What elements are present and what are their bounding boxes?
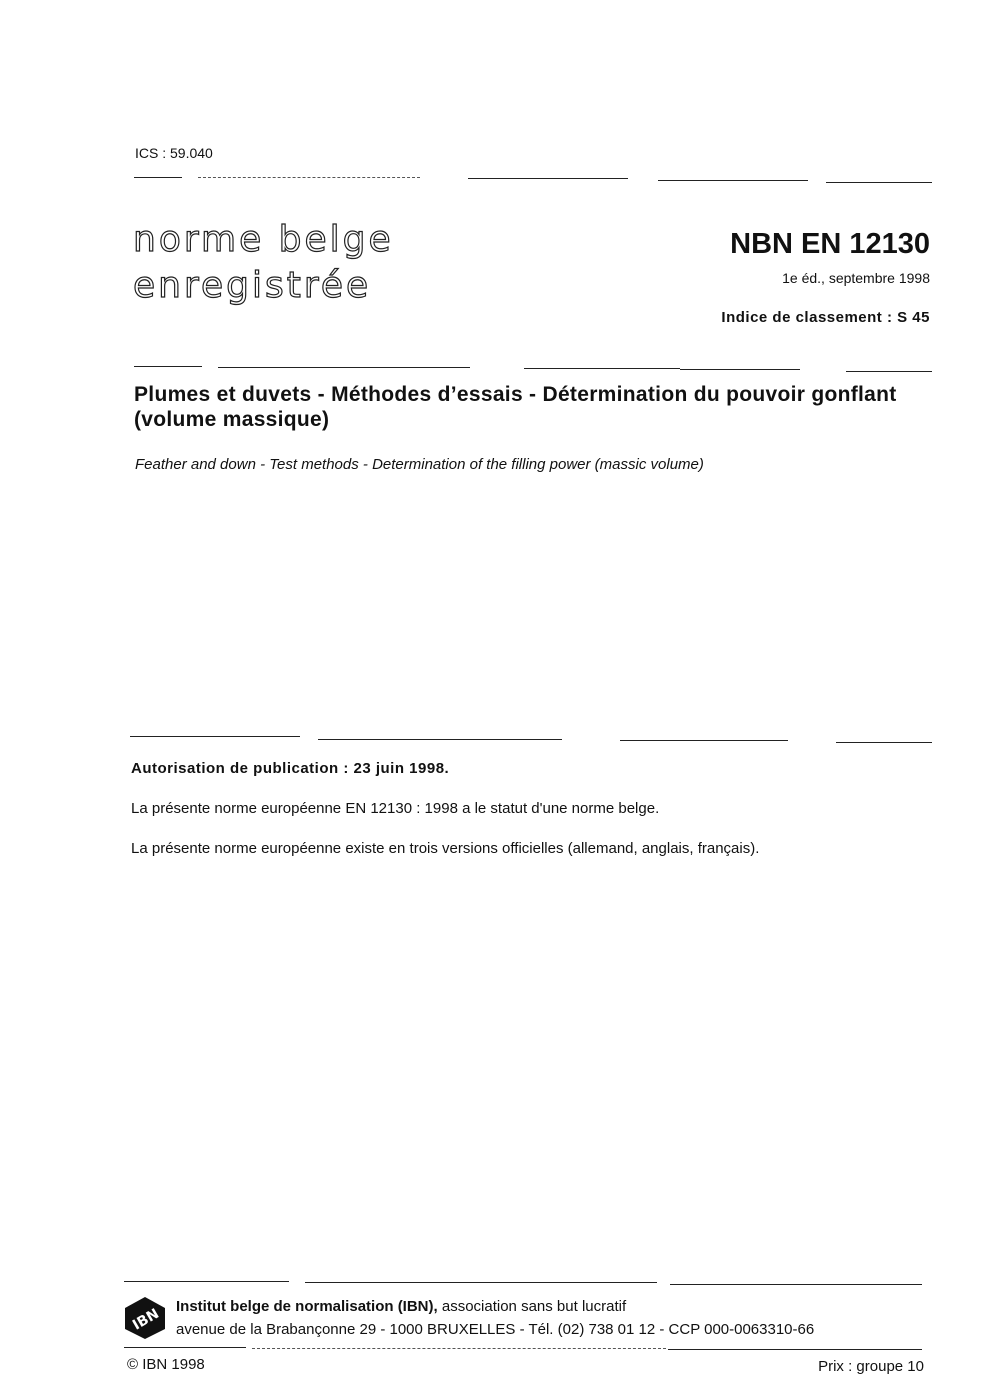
classification-index: Indice de classement : S 45: [721, 309, 930, 326]
footer-divider: [305, 1282, 657, 1283]
price-group: Prix : groupe 10: [818, 1358, 924, 1375]
section-divider: [130, 736, 300, 737]
section-divider: [218, 367, 470, 368]
header-divider: [134, 177, 182, 178]
footer-divider: [124, 1281, 289, 1282]
institute-address: avenue de la Brabançonne 29 - 1000 BRUXELLES - Tél. (02) 738 01 12 - CCP 000-0063310-66: [176, 1321, 815, 1338]
title-english: Feather and down - Test methods - Determination of the filling power (massic volume): [135, 456, 704, 473]
belgian-status-statement: La présente norme européenne EN 12130 : 1998 a le statut d'une norme belge.: [131, 800, 660, 817]
institute-line: [176, 1298, 626, 1315]
footer-divider: [668, 1349, 922, 1350]
official-versions-statement: La présente norme européenne existe en trois versions officielles (allemand, anglais, français).: [131, 840, 760, 857]
ics-code: ICS : 59.040: [135, 145, 213, 161]
section-divider: [620, 740, 788, 741]
section-divider: [318, 739, 562, 740]
section-divider: [680, 369, 800, 370]
brand-line-1: norme belge: [133, 219, 394, 260]
header-divider: [198, 177, 420, 178]
section-divider: [134, 366, 202, 367]
institute-description: association sans but lucratif: [437, 1298, 627, 1315]
footer-divider: [124, 1347, 246, 1348]
header-divider: [658, 180, 808, 181]
footer-divider: [252, 1348, 666, 1349]
section-divider: [836, 742, 932, 743]
svg-text:IBN: IBN: [130, 1305, 162, 1334]
standard-number: NBN EN 12130: [730, 228, 930, 260]
header-divider: [468, 178, 628, 179]
ibn-logo-icon: [123, 1296, 167, 1340]
title-french: Plumes et duvets - Méthodes d’essais - Détermination du pouvoir gonflant (volume massique): [134, 383, 897, 431]
institute-name: Institut belge de normalisation (IBN),: [176, 1298, 438, 1315]
section-divider: [524, 368, 680, 369]
brand-line-2: enregistrée: [133, 265, 372, 306]
publication-authorization: Autorisation de publication : 23 juin 1998.: [131, 760, 450, 777]
copyright-notice: © IBN 1998: [127, 1356, 205, 1373]
section-divider: [846, 371, 932, 372]
header-divider: [826, 182, 932, 183]
footer-divider: [670, 1284, 922, 1285]
edition-date: 1e éd., septembre 1998: [782, 270, 930, 286]
